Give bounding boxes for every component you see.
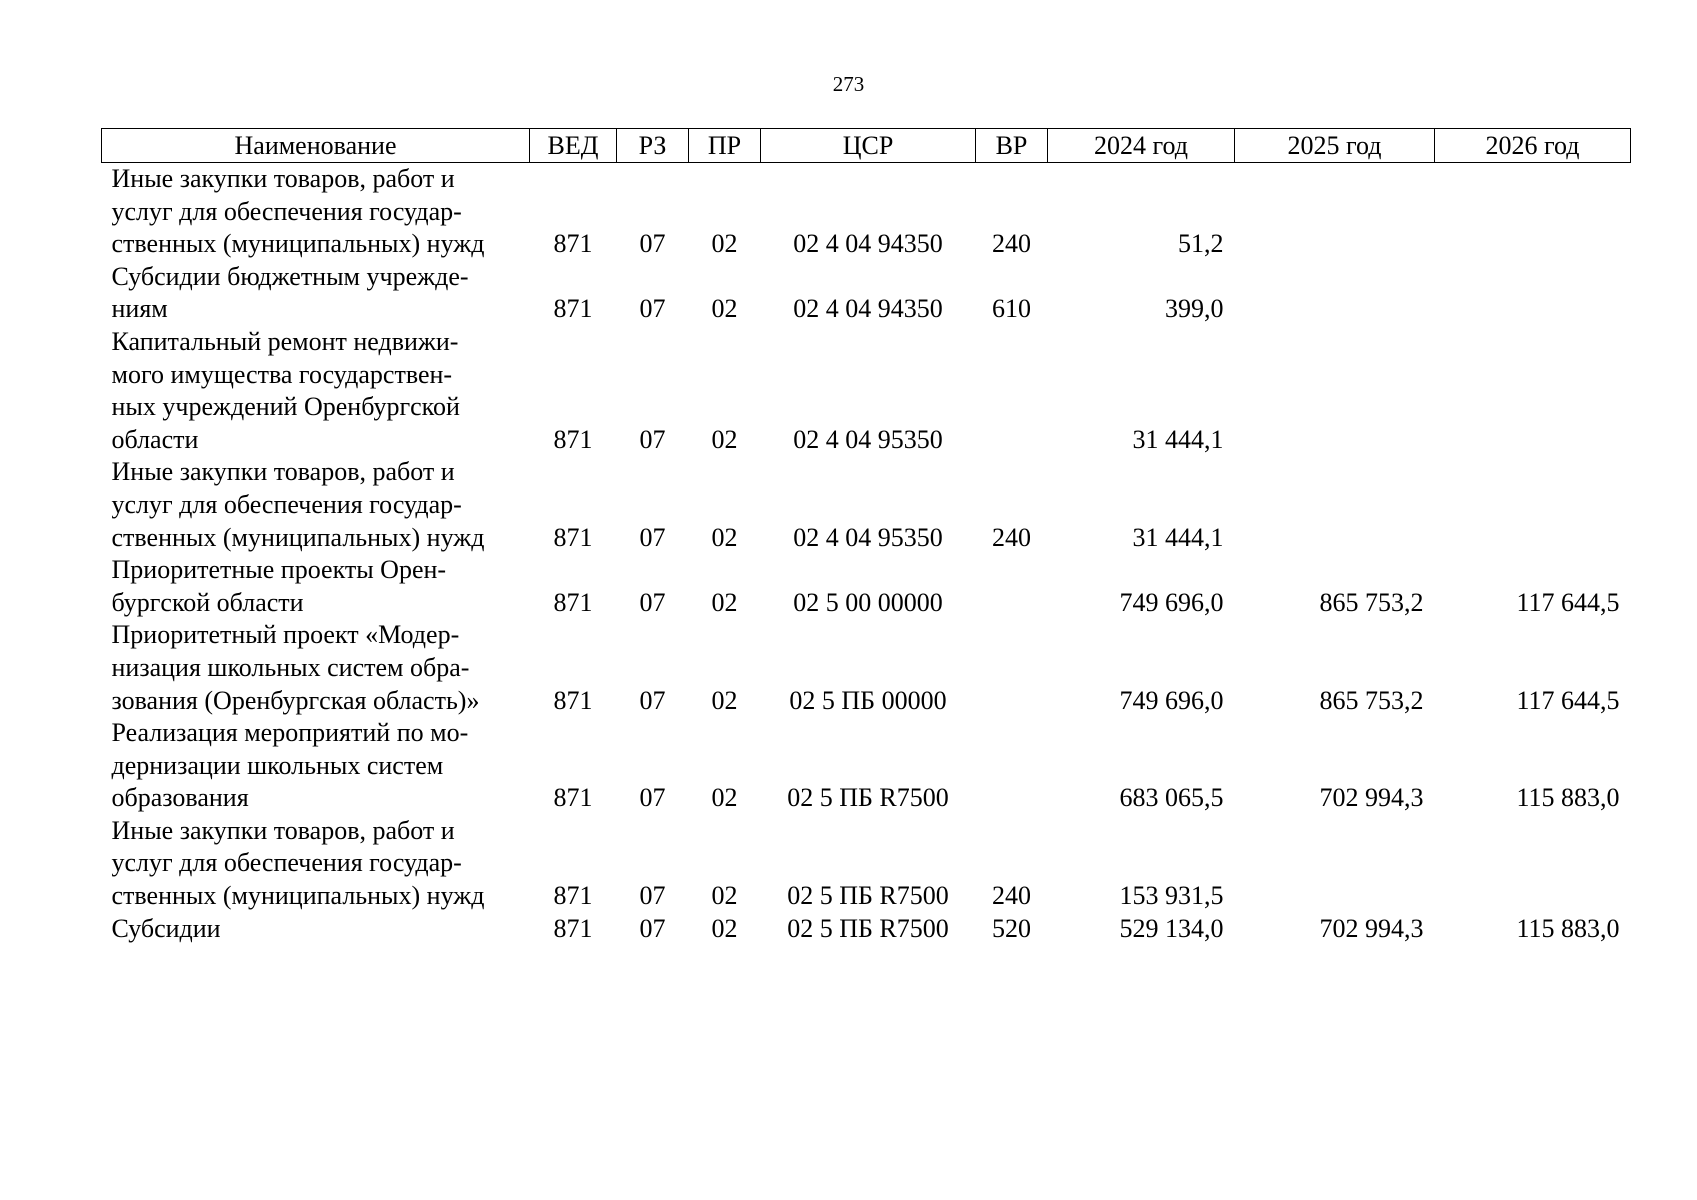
- cell-rz: 07: [639, 881, 666, 911]
- cell-2025: [1235, 456, 1435, 554]
- cell-2026: [1435, 456, 1631, 554]
- cell-vr: [976, 554, 1048, 619]
- name-line: Приоритетный проект «Модер-: [111, 620, 460, 650]
- name-line: ных учреждений Оренбургской: [111, 392, 460, 422]
- cell-2025: 702 994,3: [1319, 783, 1424, 813]
- cell-rz: 07: [639, 587, 666, 617]
- cell-2024: 683 065,5: [1119, 783, 1224, 813]
- name-line: бургской области: [111, 587, 304, 617]
- table-row: [102, 717, 1631, 815]
- header-2025: 2025 год: [1235, 129, 1435, 163]
- cell-ved: 871: [553, 685, 593, 715]
- cell-ved: 871: [553, 881, 593, 911]
- header-ved: ВЕД: [530, 129, 617, 163]
- name-line: Субсидии бюджетным учрежде-: [111, 261, 469, 291]
- cell-ved: 871: [553, 522, 593, 552]
- name-line: ниям: [111, 294, 168, 324]
- cell-rz: 07: [639, 685, 666, 715]
- name-line: области: [111, 424, 199, 454]
- cell-name: [102, 619, 530, 717]
- name-line: Иные закупки товаров, работ и: [111, 164, 455, 193]
- name-line: низация школьных систем обра-: [111, 652, 470, 682]
- cell-rz: 07: [639, 913, 666, 943]
- cell-2026: 117 644,5: [1516, 685, 1620, 715]
- header-csr: ЦСР: [761, 129, 976, 163]
- name-line: ственных (муниципальных) нужд: [111, 229, 485, 259]
- cell-vr: 240: [992, 522, 1031, 552]
- cell-2025: 702 994,3: [1319, 913, 1424, 943]
- cell-2025: [1235, 326, 1435, 456]
- table-row: [102, 163, 1631, 261]
- cell-2024: 749 696,0: [1119, 587, 1224, 617]
- cell-csr: 02 5 00 00000: [793, 587, 943, 617]
- cell-rz: 07: [639, 424, 666, 454]
- name-line: зования (Оренбургская область)»: [111, 685, 480, 715]
- cell-pr: 02: [711, 522, 738, 552]
- cell-vr: 240: [992, 229, 1031, 259]
- table-row: [102, 261, 1631, 326]
- name-line: Приоритетные проекты Орен-: [111, 555, 447, 585]
- cell-vr: [976, 717, 1048, 815]
- budget-table: [101, 128, 1631, 945]
- header-row: [102, 129, 1631, 163]
- name-line: мого имущества государствен-: [111, 359, 453, 389]
- cell-2026: [1435, 261, 1631, 326]
- cell-2026: [1435, 326, 1631, 456]
- cell-2024: 31 444,1: [1132, 424, 1224, 454]
- cell-rz: 07: [639, 783, 666, 813]
- cell-2025: [1235, 163, 1435, 261]
- name-line: услуг для обеспечения государ-: [111, 489, 462, 519]
- table-header: [102, 129, 1631, 163]
- table-row: [102, 619, 1631, 717]
- table-row: [102, 554, 1631, 619]
- cell-2026: [1435, 163, 1631, 261]
- cell-rz: 07: [639, 229, 666, 259]
- cell-2024: 529 134,0: [1119, 913, 1224, 943]
- cell-csr: 02 4 04 95350: [793, 424, 943, 454]
- cell-pr: 02: [711, 685, 738, 715]
- cell-ved: 871: [553, 913, 593, 943]
- header-vr: ВР: [976, 129, 1048, 163]
- name-line: услуг для обеспечения государ-: [111, 196, 462, 226]
- header-2026: 2026 год: [1435, 129, 1631, 163]
- cell-name: [102, 261, 530, 326]
- cell-pr: 02: [711, 587, 738, 617]
- cell-ved: 871: [553, 587, 593, 617]
- cell-2025: 865 753,2: [1319, 587, 1424, 617]
- cell-2025: [1235, 261, 1435, 326]
- cell-name: [102, 913, 530, 946]
- name-line: ственных (муниципальных) нужд: [111, 522, 485, 552]
- cell-name: [102, 163, 530, 261]
- cell-vr: [976, 326, 1048, 456]
- cell-vr: 610: [992, 294, 1031, 324]
- cell-ved: 871: [553, 229, 593, 259]
- table-row: [102, 456, 1631, 554]
- cell-ved: 871: [553, 424, 593, 454]
- cell-2024: 51,2: [1178, 229, 1224, 259]
- cell-ved: 871: [553, 294, 593, 324]
- cell-2024: 399,0: [1165, 294, 1224, 324]
- cell-csr: 02 4 04 94350: [793, 294, 943, 324]
- cell-vr: [976, 619, 1048, 717]
- cell-name: [102, 326, 530, 456]
- cell-2026: 115 883,0: [1516, 913, 1620, 943]
- table-row: [102, 913, 1631, 946]
- cell-rz: 07: [639, 522, 666, 552]
- cell-name: [102, 554, 530, 619]
- header-name: Наименование: [102, 129, 530, 163]
- name-line: Реализация мероприятий по мо-: [111, 718, 469, 748]
- cell-csr: 02 4 04 94350: [793, 229, 943, 259]
- name-line: ственных (муниципальных) нужд: [111, 881, 485, 911]
- cell-2024: 749 696,0: [1119, 685, 1224, 715]
- cell-2026: 115 883,0: [1516, 783, 1620, 813]
- cell-pr: 02: [711, 229, 738, 259]
- name-line: услуг для обеспечения государ-: [111, 848, 462, 878]
- cell-pr: 02: [711, 881, 738, 911]
- table-body: [102, 163, 1631, 946]
- cell-vr: 520: [992, 913, 1031, 943]
- name-line: образования: [111, 783, 249, 813]
- name-line: Капитальный ремонт недвижи-: [111, 326, 459, 356]
- header-2024: 2024 год: [1048, 129, 1235, 163]
- cell-2026: 117 644,5: [1516, 587, 1620, 617]
- cell-vr: 240: [992, 881, 1031, 911]
- cell-name: [102, 815, 530, 913]
- cell-pr: 02: [711, 294, 738, 324]
- cell-2024: 31 444,1: [1132, 522, 1224, 552]
- cell-pr: 02: [711, 913, 738, 943]
- cell-pr: 02: [711, 424, 738, 454]
- cell-csr: 02 5 ПБ 00000: [789, 685, 947, 715]
- cell-csr: 02 5 ПБ R7500: [787, 881, 949, 911]
- cell-name: [102, 456, 530, 554]
- cell-2025: 865 753,2: [1319, 685, 1424, 715]
- cell-2025: [1235, 815, 1435, 913]
- header-rz: РЗ: [617, 129, 689, 163]
- cell-2026: [1435, 815, 1631, 913]
- cell-rz: 07: [639, 294, 666, 324]
- name-line: Субсидии: [111, 913, 221, 943]
- cell-ved: 871: [553, 783, 593, 813]
- header-pr: ПР: [689, 129, 761, 163]
- name-line: Иные закупки товаров, работ и: [111, 815, 455, 845]
- name-line: Иные закупки товаров, работ и: [111, 457, 455, 487]
- table-row: [102, 815, 1631, 913]
- cell-2024: 153 931,5: [1119, 881, 1224, 911]
- cell-csr: 02 5 ПБ R7500: [787, 913, 949, 943]
- page-number: 273: [832, 72, 865, 96]
- cell-csr: 02 4 04 95350: [793, 522, 943, 552]
- table-row: [102, 326, 1631, 456]
- cell-csr: 02 5 ПБ R7500: [787, 783, 949, 813]
- cell-pr: 02: [711, 783, 738, 813]
- cell-name: [102, 717, 530, 815]
- name-line: дернизации школьных систем: [111, 750, 444, 780]
